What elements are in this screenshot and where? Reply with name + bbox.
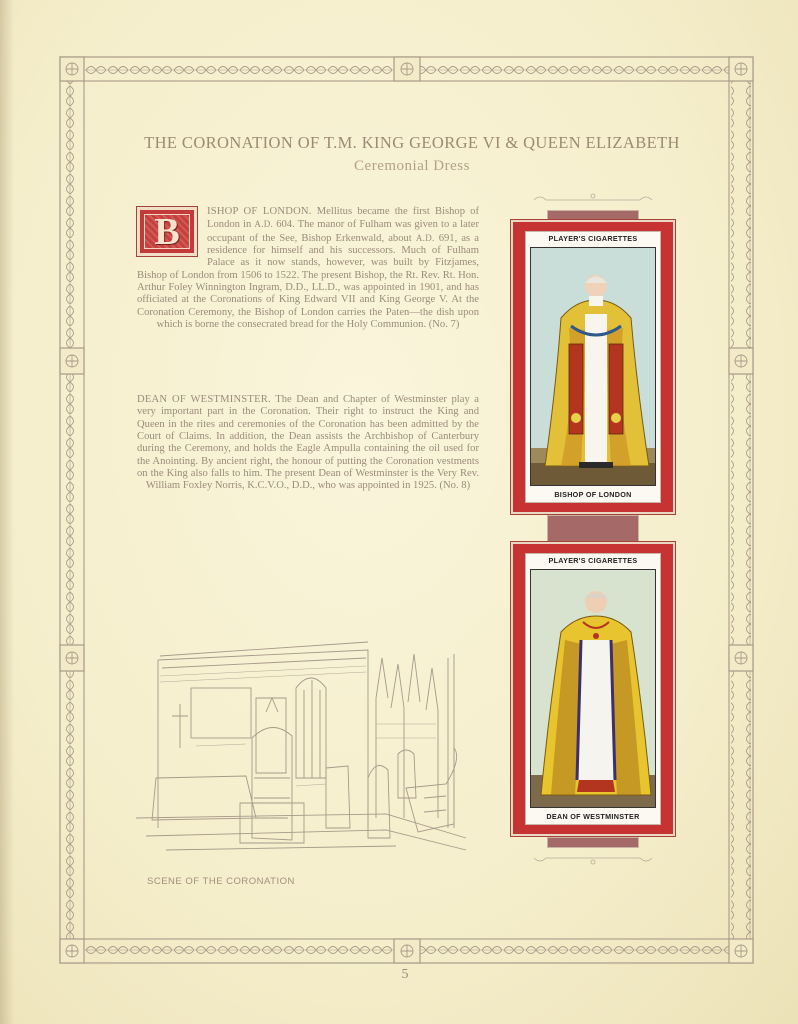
coronation-scene-sketch	[136, 628, 470, 856]
card-frame-bishop	[511, 220, 675, 514]
era-abbrev: A.D.	[254, 219, 274, 230]
dean-portrait	[530, 569, 656, 808]
entry-text: 691, as a residence for himself and his successors. Much of Fulham Palace as it now stands, however, was built by Fitzjames, Bishop of London from 1506 to 1522. The present Bishop, the Rt. Rev. Rt. Hon. Arthur Foley Winnington Ingram, D.D., LL.D., was appointed in 1901, and has officiated at the Coronations of King Edward VII and King George V. At the Coronation Ceremony, the Bishop of London carries the Paten—the dish upon which is borne the consecrated bread for the Holy Communion. (No. 7)	[137, 232, 479, 331]
entry-dean-of-westminster	[137, 394, 479, 493]
cigarette-card	[525, 553, 661, 825]
card-header: PLAYER'S CIGARETTES	[548, 556, 638, 565]
entry-text: 604. The manor of Fulham was given to a later occupant of the See, Bishop Erkenwald, about	[207, 219, 479, 244]
entry-text: The Dean and Chapter of Westminster play a very important part in the Coronation. Their right to instruct the King and Queen in the rites and ceremonies of the Coronation has been admitted by the Court of Claims. In addition, the Dean assists the Archbishop of Canterbury during the Ceremony, and holds the Eagle Ampulla containing the oil used for the Anointing. By ancient right, the honour of putting the Coronation vestments on the King also falls to him. The present Dean of Westminster is the Very Rev. William Foxley Norris, K.C.V.O., D.D., who was appointed in 1925. (No. 8)	[137, 394, 479, 492]
entry-text: Mellitus became the first Bishop of London in	[207, 206, 479, 231]
frame-tab	[547, 837, 639, 848]
bishop-portrait	[530, 247, 656, 486]
drop-cap-letter: B	[154, 210, 180, 253]
page-subtitle: Ceremonial Dress	[354, 158, 470, 174]
cigarette-card	[525, 231, 661, 503]
era-abbrev: A.D.	[415, 232, 435, 243]
card-frame-dean	[511, 542, 675, 836]
page-number: 5	[401, 967, 409, 982]
page-title: THE CORONATION OF T.M. KING GEORGE VI & QUEEN ELIZABETH	[144, 133, 680, 152]
illustration-caption: SCENE OF THE CORONATION	[147, 876, 295, 887]
entry-heading: ISHOP OF LONDON.	[207, 206, 312, 217]
card-caption: DEAN OF WESTMINSTER	[546, 812, 640, 821]
entry-bishop-of-london	[137, 206, 479, 331]
card-caption: BISHOP OF LONDON	[554, 490, 632, 499]
drop-cap	[137, 207, 197, 256]
frame-tab	[547, 515, 639, 543]
dean-figure-icon	[531, 570, 656, 808]
card-header: PLAYER'S CIGARETTES	[548, 234, 638, 243]
bishop-figure-icon	[531, 248, 656, 486]
entry-heading: DEAN OF WESTMINSTER.	[137, 394, 271, 405]
